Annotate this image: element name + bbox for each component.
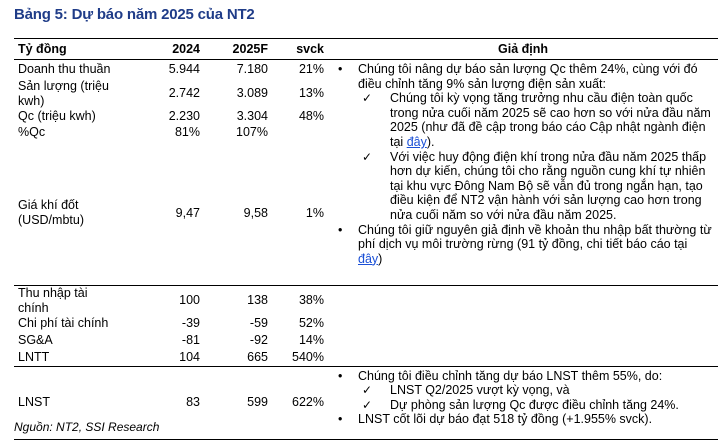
row-label: Sản lượng (triệu kwh) [18,79,109,108]
value-2024: -81 [181,333,200,348]
row-label: Giá khí đốt (USD/mbtu) [18,198,84,227]
value-2025f: -92 [249,333,268,348]
header-2025f: 2025F [204,39,272,60]
comment-subbullet [358,91,714,149]
value-2024: 2.742 [168,86,200,101]
header-comment: Giả định [328,39,718,60]
forecast-table [14,38,718,440]
comment-text: Với việc huy động điện khí trong nửa đầu năm 2025 thấp hơn dự kiến, chúng tôi cho rằng nguồn cung khí tự nhiên tại khu vực Đông Nam Bộ sẽ vẫn đủ trong ngắn hạn, tạo điều kiện để NT2 vận hành với sản lượng cao hơn trong nửa cuối năm so với nửa đầu năm 2025. [390,149,707,222]
table-row [14,60,718,79]
bullet-marker: • [338,412,343,427]
header-2024: 2024 [124,39,204,60]
check-icon: ✓ [362,91,373,106]
comment-cell-profit [328,366,718,439]
value-svck: 540% [292,350,324,364]
comment-text: LNST Q2/2025 vượt kỳ vọng, và [390,383,570,398]
value-2024: 9,47 [175,205,200,220]
check-icon: ✓ [362,397,373,412]
comment-cell-operations [328,60,718,286]
table-row [14,286,718,316]
comment-subbullet [358,150,714,223]
value-2025f: 599 [204,366,272,439]
value-svck: 14% [298,333,324,348]
value-svck: 48% [298,109,324,124]
row-label: Doanh thu thuần [18,62,111,76]
row-label: Qc (triệu kwh) [18,109,96,124]
header-row [14,39,718,60]
bullet-marker: • [338,62,343,76]
value-2024: 5.944 [168,62,200,76]
comment-text: Chúng tôi kỳ vọng tăng trưởng nhu cầu điện toàn quốc trong nửa cuối năm 2025 sẽ cao hơn so với nửa đầu năm 2025 (như đã đề cập trong báo cáo Cập nhật ngành điện tại đây). [390,91,711,149]
value-2025f: 665 [247,350,268,364]
value-2024: 81% [174,125,200,140]
report-link[interactable]: đây [358,251,379,266]
comment-bullet [332,62,714,91]
comment-bullet [332,412,714,427]
value-2024: -39 [181,316,200,331]
comment-text: Dự phòng sản lượng Qc được điều chỉnh tăng 24%. [390,397,679,412]
value-2025f: 3.089 [236,86,268,101]
comment-subbullet [358,383,714,398]
comment-text: LNST cốt lõi dự báo đạt 518 tỷ đồng (+1.955% svck). [358,412,653,427]
value-2025f: 107% [236,125,268,140]
source-note: Nguồn: NT2, SSI Research [14,420,160,434]
value-2025f: 138 [204,286,272,316]
value-2025f: 7.180 [236,62,268,76]
value-svck [272,125,328,141]
row-label: SG&A [18,333,53,348]
value-2024: 83 [124,366,204,439]
value-2024: 2.230 [168,109,200,124]
comment-subbullet [358,398,714,413]
row-label: Chi phí tài chính [18,316,109,331]
bullet-marker: • [338,368,343,383]
value-svck: 21% [298,62,324,76]
value-svck: 1% [305,205,324,220]
check-icon: ✓ [362,383,373,398]
comment-bullet [332,223,714,267]
value-svck: 38% [272,286,328,316]
bullet-marker: • [338,222,343,237]
check-icon: ✓ [362,149,373,164]
comment-text: Chúng tôi điều chỉnh tăng dự báo LNST thêm 55%, do: [358,368,663,383]
comment-cell-empty [328,286,718,367]
row-label: LNST [14,366,124,439]
value-2025f: 3.304 [236,109,268,124]
value-svck: 622% [272,366,328,439]
value-2024: 100 [124,286,204,316]
header-svck: svck [272,39,328,60]
header-label: Tỷ đồng [14,39,124,60]
value-svck: 13% [298,86,324,101]
comment-text: Chúng tôi giữ nguyên giả định về khoản thu nhập bất thường từ phí dịch vụ môi trường rừng (91 tỷ đồng, chi tiết báo cáo tại đây) [358,222,712,266]
comment-bullet [332,369,714,384]
value-2025f: -59 [249,316,268,331]
value-2024: 104 [179,350,200,364]
value-svck: 52% [298,316,324,331]
comment-text: Chúng tôi nâng dự báo sản lượng Qc thêm 24%, cùng với đó điều chỉnh tăng 9% sản lượng điện sản xuất: [358,62,698,91]
value-2025f: 9,58 [243,205,268,220]
row-label: LNTT [18,350,50,364]
row-label: Thu nhập tài chính [14,286,124,316]
table-title: Bảng 5: Dự báo năm 2025 của NT2 [14,6,255,23]
row-label: %Qc [18,125,46,140]
report-link[interactable]: đây [406,134,427,149]
